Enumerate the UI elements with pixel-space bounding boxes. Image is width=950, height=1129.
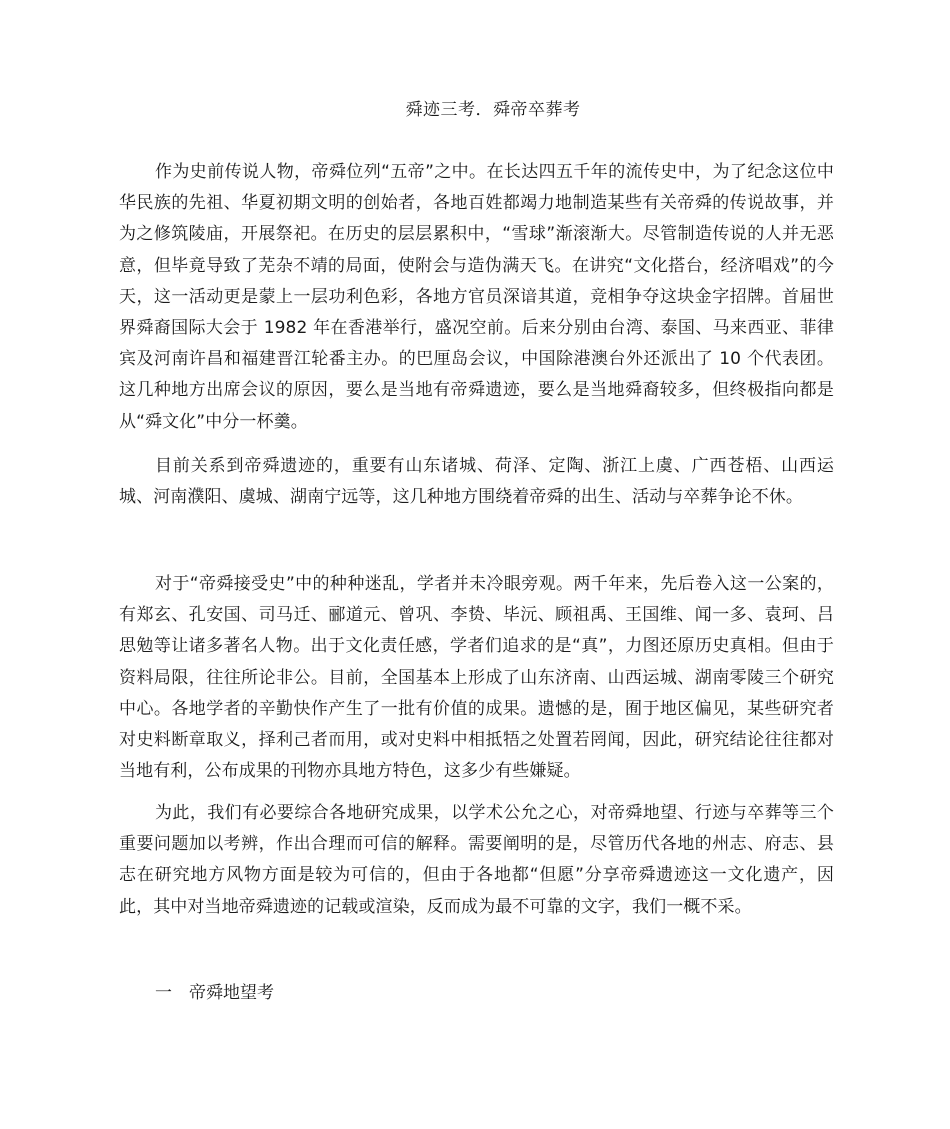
body-paragraph-3: 对于“帝舜接受史”中的种种迷乱，学者并未冷眼旁观。两千年来，先后卷入这一公案的，有郑玄、孔安国、司马迁、郦道元、曾巩、李贽、毕沅、顾祖禹、王国维、闻一多、袁珂、吕思勉等让诸多著名人物。出于文化责任感，学者们追求的是“真”，力图还原历史真相。但由于资料局限，往往所论非公。目前，全国基本上形成了山东济南、山西运城、湖南零陵三个研究中心。各地学者的辛勤快作产生了一批有价值的成果。遗憾的是，囿于地区偏见，某些研究者对史料断章取义，择利己者而用，或对史料中相抵牾之处置若罔闻，因此，研究结论往往都对当地有利，公布成果的刊物亦具地方特色，这多少有些嫌疑。	[119, 574, 834, 782]
body-paragraph-1: 作为史前传说人物，帝舜位列“五帝”之中。在长达四五千年的流传史中，为了纪念这位中华民族的先祖、华夏初期文明的创始者，各地百姓都竭力地制造某些有关帝舜的传说故事，并为之修筑陵庙，开展祭祀。在历史的层层累积中，“雪球”渐滚渐大。尽管制造传说的人并无恶意，但毕竟导致了芜杂不靖的局面，使附会与造伪满天飞。在讲究“文化搭台，经济唱戏”的今天，这一活动更是蒙上一层功利色彩，各地方官员深谙其道，竞相争夺这块金字招牌。首届世界舜裔国际大会于 1982 年在香港举行，盛况空前。后来分别由台湾、泰国、马来西亚、菲律宾及河南许昌和福建晋江轮番主办。的巴厘岛会议，中国除港澳台外还派出了 10 个代表团。这几种地方出席会议的原因，要么是当地有帝舜遗迹，要么是当地舜裔较多，但终极指向都是从“舜文化”中分一杯羹。	[119, 162, 834, 432]
body-paragraph-2: 目前关系到帝舜遗迹的，重要有山东诸城、荷泽、定陶、浙江上虞、广西苍梧、山西运城、河南濮阳、虞城、湖南宁远等，这几种地方围绕着帝舜的出生、活动与卒葬争论不休。	[119, 456, 834, 508]
document-title: 舜迹三考．舜帝卒葬考	[405, 100, 581, 120]
section-heading: 一 帝舜地望考	[155, 983, 274, 1003]
body-paragraph-4: 为此，我们有必要综合各地研究成果，以学术公允之心，对帝舜地望、行迹与卒葬等三个重要问题加以考辨，作出合理而可信的解释。需要阐明的是，尽管历代各地的州志、府志、县志在研究地方风物方面是较为可信的，但由于各地都“但愿”分享帝舜遗迹这一文化遗产，因此，其中对当地帝舜遗迹的记载或渲染，反而成为最不可靠的文字，我们一概不采。	[119, 803, 834, 917]
